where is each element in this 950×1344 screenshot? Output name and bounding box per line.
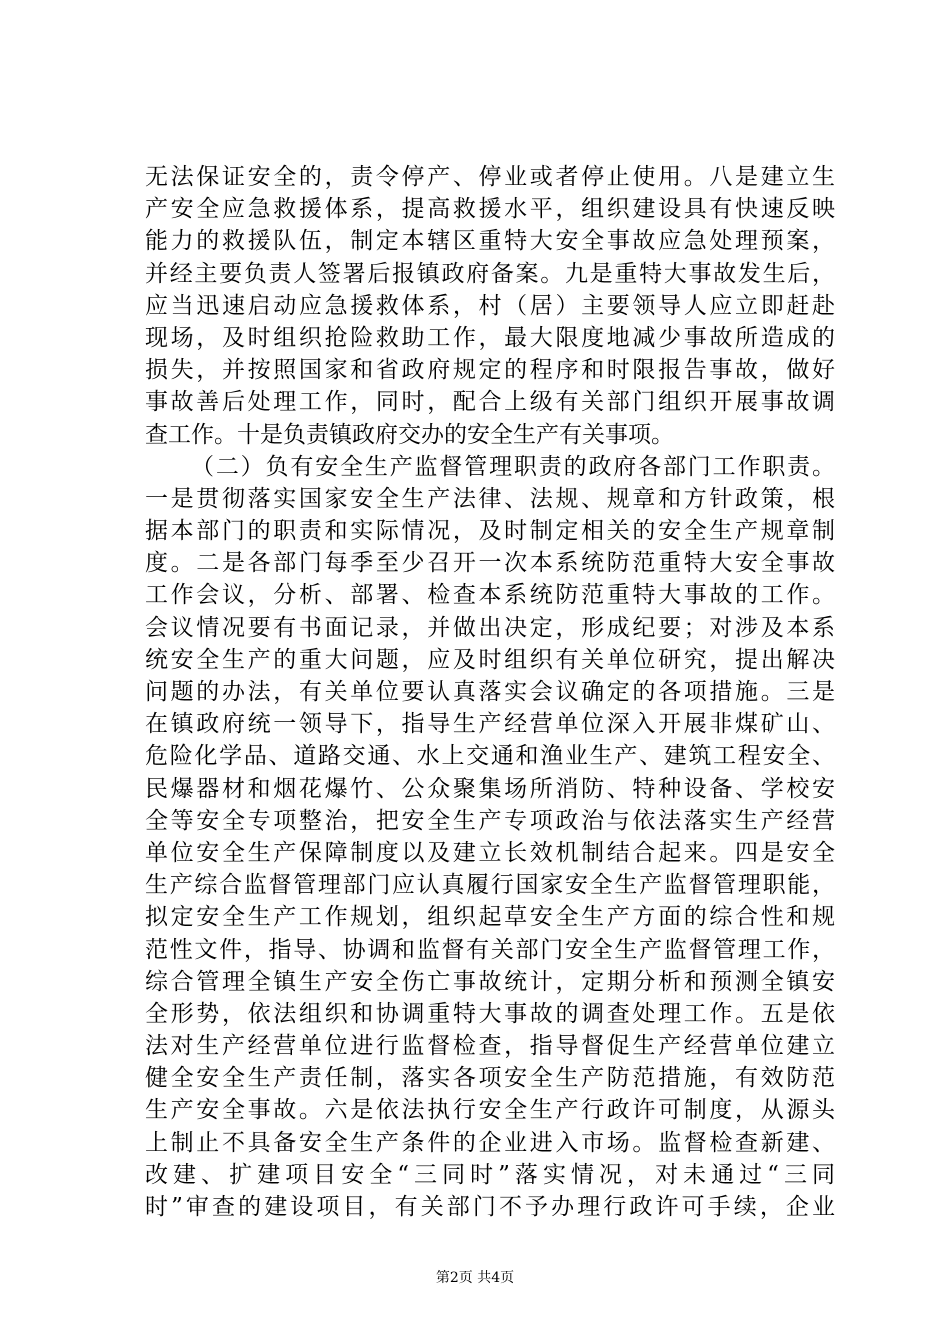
text-line: 无法保证安全的，责令停产、停业或者停止使用。八是建立生 [145, 164, 835, 190]
text-line: 能力的救援队伍，制定本辖区重特大安全事故应急处理预案， [145, 228, 835, 255]
text-line: 上制止不具备安全生产条件的企业进入市场。监督检查新建、 [145, 1129, 835, 1156]
text-line: 全等安全专项整治，把安全生产专项政治与依法落实生产经营 [145, 807, 835, 834]
text-line: 损失，并按照国家和省政府规定的程序和时限报告事故，做好 [145, 357, 835, 384]
text-line: 并经主要负责人签署后报镇政府备案。九是重特大事故发生后， [145, 260, 835, 287]
text-line: 问题的办法，有关单位要认真落实会议确定的各项措施。三是 [145, 679, 835, 705]
text-line: 法对生产经营单位进行监督检查，指导督促生产经营单位建立 [145, 1033, 835, 1060]
text-line: 范性文件，指导、协调和监督有关部门安全生产监督管理工作， [145, 936, 835, 963]
text-line: 应当迅速启动应急援救体系，村（居）主要领导人应立即赶赴 [145, 292, 835, 319]
text-line: 一是贯彻落实国家安全生产法律、法规、规章和方针政策，根 [145, 485, 835, 512]
text-line: 现场，及时组织抢险救助工作，最大限度地减少事故所造成的 [145, 324, 835, 351]
text-line: 生产综合监督管理部门应认真履行国家安全生产监督管理职能， [145, 872, 835, 899]
text-line: 综合管理全镇生产安全伤亡事故统计，定期分析和预测全镇安 [145, 968, 835, 995]
page-number-footer: 第2页 共4页 [435, 1270, 515, 1286]
text-line: 单位安全生产保障制度以及建立长效机制结合起来。四是安全 [145, 839, 835, 866]
text-line: 健全安全生产责任制，落实各项安全生产防范措施，有效防范 [145, 1065, 835, 1092]
text-line: 据本部门的职责和实际情况，及时制定相关的安全生产规章制 [145, 518, 835, 545]
text-line: 生产安全事故。六是依法执行安全生产行政许可制度，从源头 [145, 1097, 835, 1124]
text-line: 事故善后处理工作，同时，配合上级有关部门组织开展事故调 [145, 389, 835, 416]
text-line: 产安全应急救援体系，提高救援水平，组织建设具有快速反映 [145, 196, 835, 223]
text-line: 全形势，依法组织和协调重特大事故的调查处理工作。五是依 [145, 1000, 835, 1027]
section-heading-line: （二）负有安全生产监督管理职责的政府各部门工作职责。 [191, 453, 835, 480]
text-line: 在镇政府统一领导下，指导生产经营单位深入开展非煤矿山、 [145, 711, 835, 738]
text-line: 时”审查的建设项目，有关部门不予办理行政许可手续，企业 [145, 1194, 835, 1220]
text-line: 改建、扩建项目安全“三同时”落实情况，对未通过“三同 [145, 1161, 835, 1188]
text-line: 度。二是各部门每季至少召开一次本系统防范重特大安全事故 [145, 550, 835, 577]
text-line: 工作会议，分析、部署、检查本系统防范重特大事故的工作。 [145, 582, 835, 609]
text-line: 统安全生产的重大问题，应及时组织有关单位研究，提出解决 [145, 646, 835, 673]
text-line: 危险化学品、道路交通、水上交通和渔业生产、建筑工程安全、 [145, 743, 835, 770]
text-line: 会议情况要有书面记录，并做出决定，形成纪要；对涉及本系 [145, 614, 835, 641]
document-body [145, 161, 835, 1223]
text-line: 查工作。十是负责镇政府交办的安全生产有关事项。 [145, 421, 674, 448]
text-line: 民爆器材和烟花爆竹、公众聚集场所消防、特种设备、学校安 [145, 775, 835, 802]
text-line: 拟定安全生产工作规划，组织起草安全生产方面的综合性和规 [145, 904, 835, 931]
